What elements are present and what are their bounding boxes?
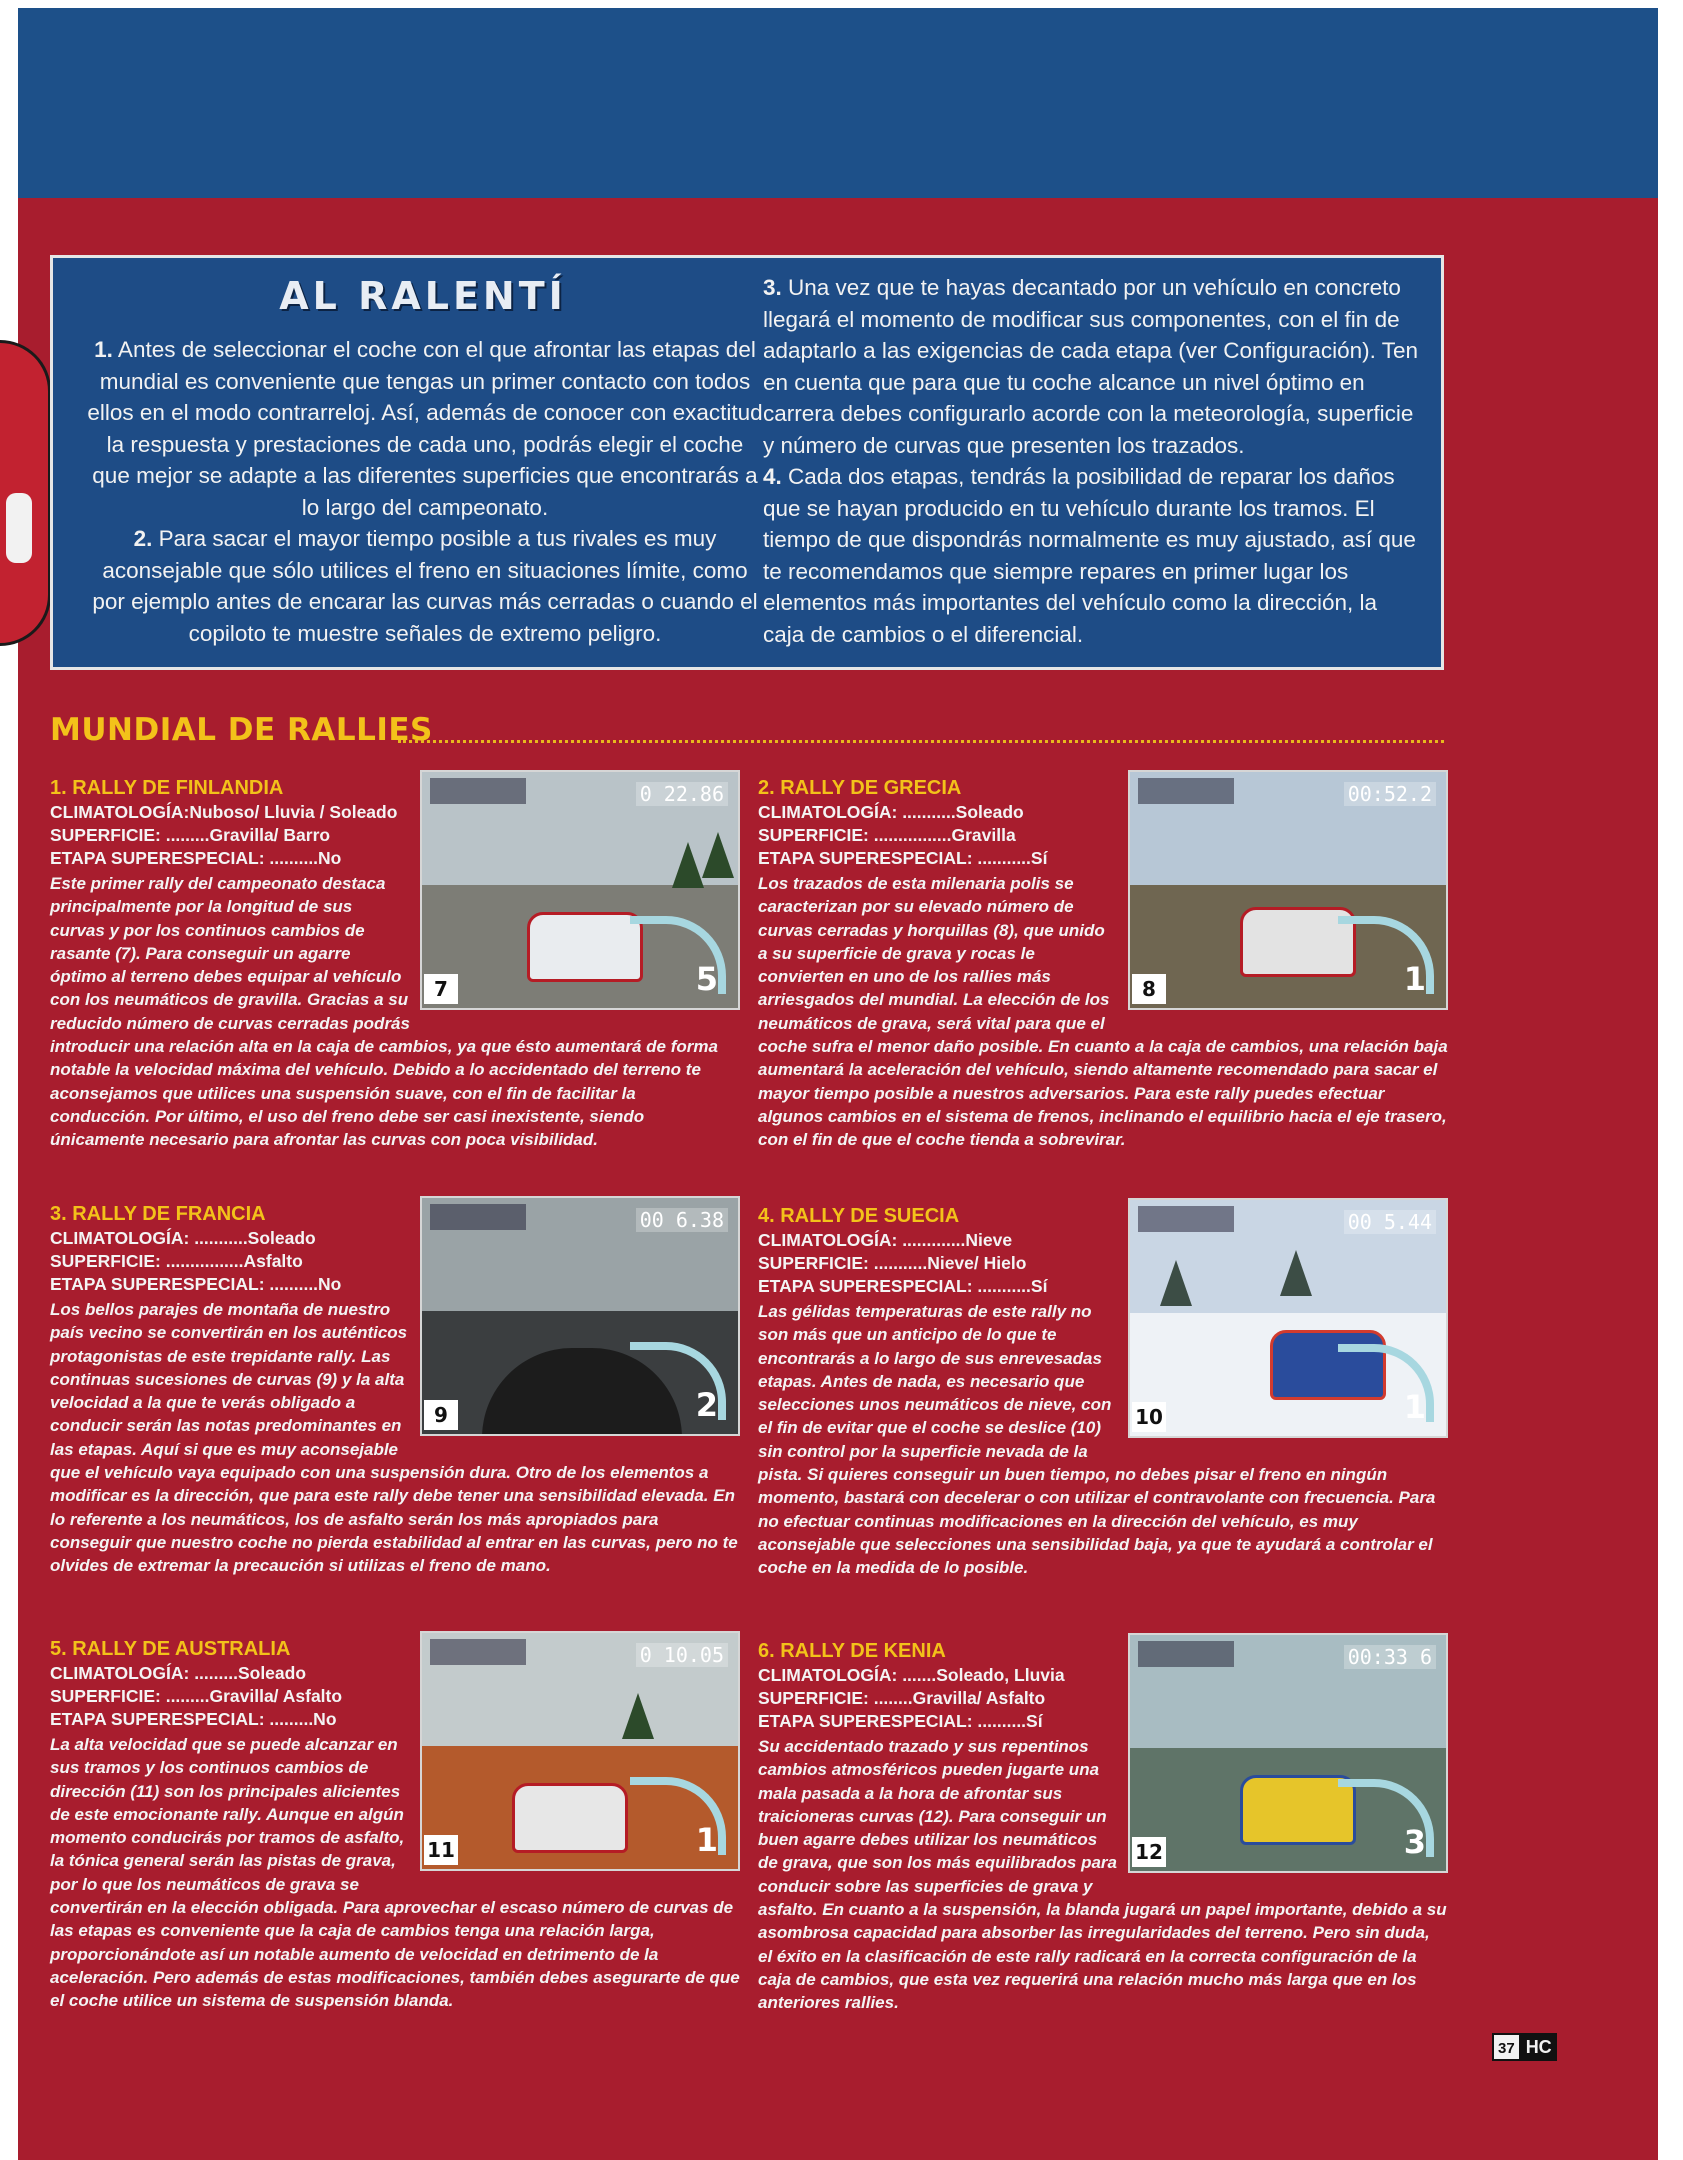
figure-number: 8: [1132, 974, 1166, 1004]
rally-climatologia: CLIMATOLOGÍA: .......Soleado, Lluvia: [758, 1665, 1065, 1685]
game-screenshot: [420, 1631, 740, 1871]
tip-paragraph: 3. Una vez que te hayas decantado por un vehículo en concreto llegará el momento de modificar sus componentes, con el fin de adaptarlo a las exigencias de cada etapa (ver Configuración). Ten en cuenta que para que tu coche alcance un nivel óptimo en carrera debes configurarlo acorde con la meteorología, superficie y número de curvas que presenten los trazados.: [763, 275, 1418, 458]
rally-superficie: SUPERFICIE: ................Asfalto: [50, 1251, 303, 1271]
hud-panel: [1138, 1206, 1234, 1232]
rally-superficie: SUPERFICIE: ........Gravilla/ Asfalto: [758, 1688, 1046, 1708]
rally-article: [50, 776, 740, 1152]
gear-indicator: 1: [695, 1821, 718, 1859]
helmet-visor: [6, 493, 32, 563]
tip-paragraph: 1. Antes de seleccionar el coche con el que afrontar las etapas del mundial es conveniente que tengas un primer contacto con todos ellos en el modo contrarreloj. Así, además de conocer con exactitud la respuesta y prestaciones de cada uno, podrás elegir el coche que mejor se adapte a las diferentes superficies que encontrarás a lo largo del campeonato.: [87, 337, 763, 520]
figure-number: 11: [424, 1835, 458, 1865]
rally-title: 3. RALLY DE FRANCIA: [50, 1203, 266, 1225]
rally-article: [758, 776, 1448, 1152]
rally-etapa: ETAPA SUPERESPECIAL: ...........Sí: [758, 1276, 1048, 1296]
gear-indicator: 2: [695, 1386, 718, 1424]
rally-etapa: ETAPA SUPERESPECIAL: ..........No: [50, 848, 342, 868]
page-number-badge: [1492, 2033, 1557, 2061]
gear-indicator: 3: [1403, 1823, 1426, 1861]
rally-climatologia: CLIMATOLOGÍA: .........Soleado: [50, 1663, 307, 1683]
rally-etapa: ETAPA SUPERESPECIAL: .........No: [50, 1709, 337, 1729]
rally-superficie: SUPERFICIE: ................Gravilla: [758, 825, 1016, 845]
hud-panel: [430, 1204, 526, 1230]
tip-paragraph: 4. Cada dos etapas, tendrás la posibilidad de reparar los daños que se hayan producido en tu vehículo durante los tramos. El tiempo de que dispondrás normalmente es muy ajustado, así que te recomendamos que siempre repares en primer lugar los elementos más importantes del vehículo como la dirección, la caja de cambios o el diferencial.: [763, 464, 1416, 647]
game-screenshot: [1128, 770, 1448, 1010]
tree-shape: [672, 842, 704, 888]
rally-superficie: SUPERFICIE: .........Gravilla/ Asfalto: [50, 1686, 343, 1706]
tips-box: [50, 255, 1444, 670]
tips-right-column: [763, 272, 1423, 650]
gear-indicator: 1: [1403, 960, 1426, 998]
game-screenshot: [1128, 1633, 1448, 1873]
rally-car: [512, 1783, 628, 1853]
rally-climatologia: CLIMATOLOGÍA: .............Nieve: [758, 1230, 1013, 1250]
dotted-rule: [398, 740, 1444, 743]
tip-paragraph: 2. Para sacar el mayor tiempo posible a tus rivales es muy aconsejable que sólo utilices el freno en situaciones límite, como por ejemplo antes de encarar las curvas más cerradas o cuando el copiloto te muestre señales de extremo peligro.: [92, 526, 758, 646]
rally-climatologia: CLIMATOLOGÍA: ...........Soleado: [50, 1228, 316, 1248]
hud-panel: [1138, 1641, 1234, 1667]
game-screenshot: [1128, 1198, 1448, 1438]
rally-etapa: ETAPA SUPERESPECIAL: ..........Sí: [758, 1711, 1043, 1731]
figure-number: 9: [424, 1400, 458, 1430]
tree-shape: [702, 832, 734, 878]
rally-article: [758, 1204, 1448, 1580]
rally-superficie: SUPERFICIE: ...........Nieve/ Hielo: [758, 1253, 1027, 1273]
gear-indicator: 1: [1403, 1388, 1426, 1426]
stage-timer: 00 6.38: [636, 1208, 728, 1232]
stage-timer: 0 10.05: [636, 1643, 728, 1667]
stage-timer: 0 22.86: [636, 782, 728, 806]
rally-article: [758, 1639, 1448, 2015]
hud-panel: [1138, 778, 1234, 804]
tree-shape: [622, 1693, 654, 1739]
figure-number: 7: [424, 974, 458, 1004]
tree-shape: [1160, 1260, 1192, 1306]
rally-article: [50, 1637, 740, 2013]
rally-article: [50, 1202, 740, 1578]
magazine-logo: HC: [1521, 2033, 1557, 2061]
rally-etapa: ETAPA SUPERESPECIAL: ...........Sí: [758, 848, 1048, 868]
stage-timer: 00 5.44: [1344, 1210, 1436, 1234]
section-title: MUNDIAL DE RALLIES: [50, 712, 433, 748]
rally-title: 1. RALLY DE FINLANDIA: [50, 777, 284, 799]
tree-shape: [1280, 1250, 1312, 1296]
game-screenshot: [420, 1196, 740, 1436]
gear-indicator: 5: [695, 960, 718, 998]
rally-car: [527, 912, 643, 982]
rally-climatologia: CLIMATOLOGÍA:Nuboso/ Lluvia / Soleado: [50, 802, 398, 822]
stage-timer: 00:52.2: [1344, 782, 1436, 806]
figure-number: 10: [1132, 1402, 1166, 1432]
rally-title: 5. RALLY DE AUSTRALIA: [50, 1638, 291, 1660]
rally-description: La alta velocidad que se puede alcanzar en sus tramos y los continuos cambios de dirección (11) son los principales alicientes de este emocionante rally. Aunque en algún momento conducirás por tramos de asfalto, la tónica general serán las pistas de grava, por lo que los neumáticos de grava se convertirán en la elección obligada. Para aprovechar el escaso número de curvas de las etapas es conveniente que la caja de cambios tenga una relación larga, proporcionándote así un notable aumento de velocidad en detrimento de la aceleración. Pero además de estas modificaciones, también debes asegurarte de que el coche utilice un sistema de suspensión blanda.: [50, 1735, 740, 2011]
rally-title: 6. RALLY DE KENIA: [758, 1640, 946, 1662]
stage-timer: 00:33 6: [1344, 1645, 1436, 1669]
hud-panel: [430, 778, 526, 804]
rally-title: 4. RALLY DE SUECIA: [758, 1205, 960, 1227]
rally-description: Su accidentado trazado y sus repentinos cambios atmosféricos pueden jugarte una mala pasada a la hora de afrontar sus traicioneras curvas (12). Para conseguir un buen agarre debes utilizar los neumáticos de grava, que son los más equilibrados para conducir sobre las superficies de grava y asfalto. En cuanto a la suspensión, la blanda jugará un papel importante, debido a su asombrosa capacidad para absorber las irregularidades del terreno. Pero sin duda, el éxito en la clasificación de este rally radicará en la correcta configuración de la caja de cambios, que esta vez requerirá una relación mucho más larga que en los anteriores rallies.: [758, 1737, 1447, 2013]
tips-left-column: [85, 334, 765, 649]
hud-panel: [430, 1639, 526, 1665]
rally-climatologia: CLIMATOLOGÍA: ...........Soleado: [758, 802, 1024, 822]
rally-description: Este primer rally del campeonato destaca principalmente por la longitud de sus curvas y por los continuos cambios de rasante (7). Para conseguir un agarre óptimo al terreno debes equipar al vehículo con los neumáticos de gravilla. Gracias a su reducido número de curvas cerradas podrás introducir una relación alta en la caja de cambios, ya que ésto aumentará de forma notable la velocidad máxima del vehículo. Debido a lo accidentado del terreno te aconsejamos que utilices una suspensión suave, con el fin de facilitar la conducción. Por último, el uso del freno debe ser casi inexistente, siendo únicamente necesario para afrontar las curvas con poca visibilidad.: [50, 874, 718, 1150]
rally-description: Los trazados de esta milenaria polis se caracterizan por su elevado número de curvas cerradas y horquillas (8), que unido a su superficie de grava y rocas le convierten en uno de los rallies más arriesgados del mundial. La elección de los neumáticos de grava, será vital para que el coche sufra el menor daño posible. En cuanto a la caja de cambios, una relación baja aumentará la aceleración del vehículo, siendo altamente recomendado para sacar el mayor tiempo posible a nuestros adversarios. Para este rally puedes efectuar algunos cambios en el sistema de frenos, inclinando el equilibrio hacia el eje trasero, con el fin de que el coche tienda a sobrevirar.: [758, 874, 1448, 1150]
rally-title: 2. RALLY DE GRECIA: [758, 777, 962, 799]
page-number: 37: [1492, 2033, 1521, 2061]
blue-header-band: [18, 8, 1658, 198]
tips-box-title: AL RALENTÍ: [279, 274, 567, 318]
rally-description: Los bellos parajes de montaña de nuestro país vecino se convertirán en los auténticos protagonistas de este trepidante rally. Las continuas sucesiones de curvas (9) y la alta velocidad a la que te verás obligado a conducir serán las notas predominantes en las etapas. Aquí si que es muy aconsejable que el vehículo vaya equipado con una suspensión dura. Otro de los elementos a modificar es la dirección, que para este rally debe tener una sensibilidad elevada. En lo referente a los neumáticos, los de asfalto serán los más apropiados para conseguir que nuestro coche no pierda estabilidad al entrar en las curvas, pero no te olvides de extremar la precaución si utilizas el freno de mano.: [50, 1300, 738, 1576]
rally-superficie: SUPERFICIE: .........Gravilla/ Barro: [50, 825, 331, 845]
rally-etapa: ETAPA SUPERESPECIAL: ..........No: [50, 1274, 342, 1294]
rally-description: Las gélidas temperaturas de este rally no son más que un anticipo de lo que te encontrarás a lo largo de sus enrevesadas etapas. Antes de nada, es necesario que selecciones unos neumáticos de nieve, con el fin de evitar que el coche se deslice (10) sin control por la superficie nevada de la pista. Si quieres conseguir un buen tiempo, no debes pisar el freno en ningún momento, bastará con decelerar o con utilizar el contravolante con frecuencia. Para no efectuar continuas modificaciones en la dirección del vehículo, es muy aconsejable que selecciones una sensibilidad baja, ya que te ayudará a controlar el coche en la medida de lo posible.: [758, 1302, 1436, 1578]
figure-number: 12: [1132, 1837, 1166, 1867]
helmet-decoration: [0, 340, 51, 646]
game-screenshot: [420, 770, 740, 1010]
